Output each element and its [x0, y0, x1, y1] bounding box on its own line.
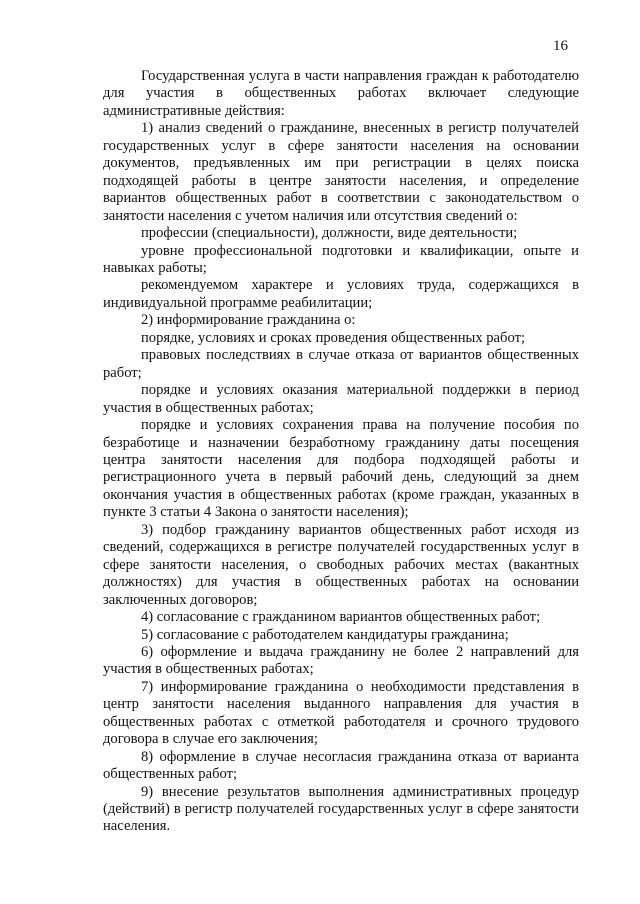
paragraph-subitem-working-conditions: рекомендуемом характере и условиях труда, содержащихся в индивидуальной программе реабилитации;: [103, 277, 579, 311]
paragraph-item-2: 2) информирование гражданина о:: [141, 312, 356, 329]
paragraph-item-5: 5) согласование с работодателем кандидатуры гражданина;: [141, 626, 509, 643]
paragraph-subitem-procedure: порядке, условиях и сроках проведения общественных работ;: [141, 329, 525, 346]
document-body: [103, 68, 579, 836]
paragraph-item-3: 3) подбор гражданину вариантов общественных работ исходя из сведений, содержащихся в регистре получателей государственных услуг в сфере занятости населения, о свободных рабочих местах (вакантных должностях) для участия в общественных работах на основании заключенных договоров;: [103, 521, 579, 608]
paragraph-item-1: 1) анализ сведений о гражданине, внесенных в регистр получателей государственных услуг в сфере занятости населения на основании документов, предъявленных им при регистрации в целях поиска подходящей работы в центре занятости населения, и определение вариантов общественных работ в соответствии с законодательством о занятости населения с учетом наличия или отсутствия сведений о:: [103, 120, 579, 224]
paragraph-item-9: 9) внесение результатов выполнения административных процедур (действий) в регистр получателей государственных услуг в сфере занятости населения.: [103, 783, 579, 835]
paragraph-subitem-qualification: уровне профессиональной подготовки и квалификации, опыте и навыках работы;: [103, 242, 579, 276]
paragraph-item-4: 4) согласование с гражданином вариантов общественных работ;: [141, 609, 541, 626]
paragraph-item-8: 8) оформление в случае несогласия гражданина отказа от варианта общественных работ;: [103, 748, 579, 783]
paragraph-subitem-unemployment-benefit: порядке и условиях сохранения права на получение пособия по безработице и назначении безработному гражданину даты посещения центра занятости населения для подбора подходящей работы и регистрационного учета в первый рабочий день, следующий за днем окончания участия в общественных работах (кроме граждан, указанных в пункте 3 статьи 4 Закона о занятости населения);: [103, 417, 579, 521]
paragraph-intro: Государственная услуга в части направления граждан к работодателю для участия в общественных работах включает следующие административные действия:: [103, 68, 579, 119]
paragraph-item-6: 6) оформление и выдача гражданину не более 2 направлений для участия в общественных работах;: [103, 643, 579, 678]
paragraph-subitem-material-support: порядке и условиях оказания материальной поддержки в период участия в общественных работах;: [103, 382, 579, 416]
paragraph-item-7: 7) информирование гражданина о необходимости представления в центр занятости населения выданного направления для участия в общественных работах с отметкой работодателя и срочного трудового договора в случае его заключения;: [103, 678, 579, 748]
paragraph-subitem-profession: профессии (специальности), должности, виде деятельности;: [141, 225, 518, 242]
page-number: 16: [553, 38, 568, 54]
paragraph-subitem-legal-consequences: правовых последствиях в случае отказа от вариантов общественных работ;: [103, 347, 579, 381]
